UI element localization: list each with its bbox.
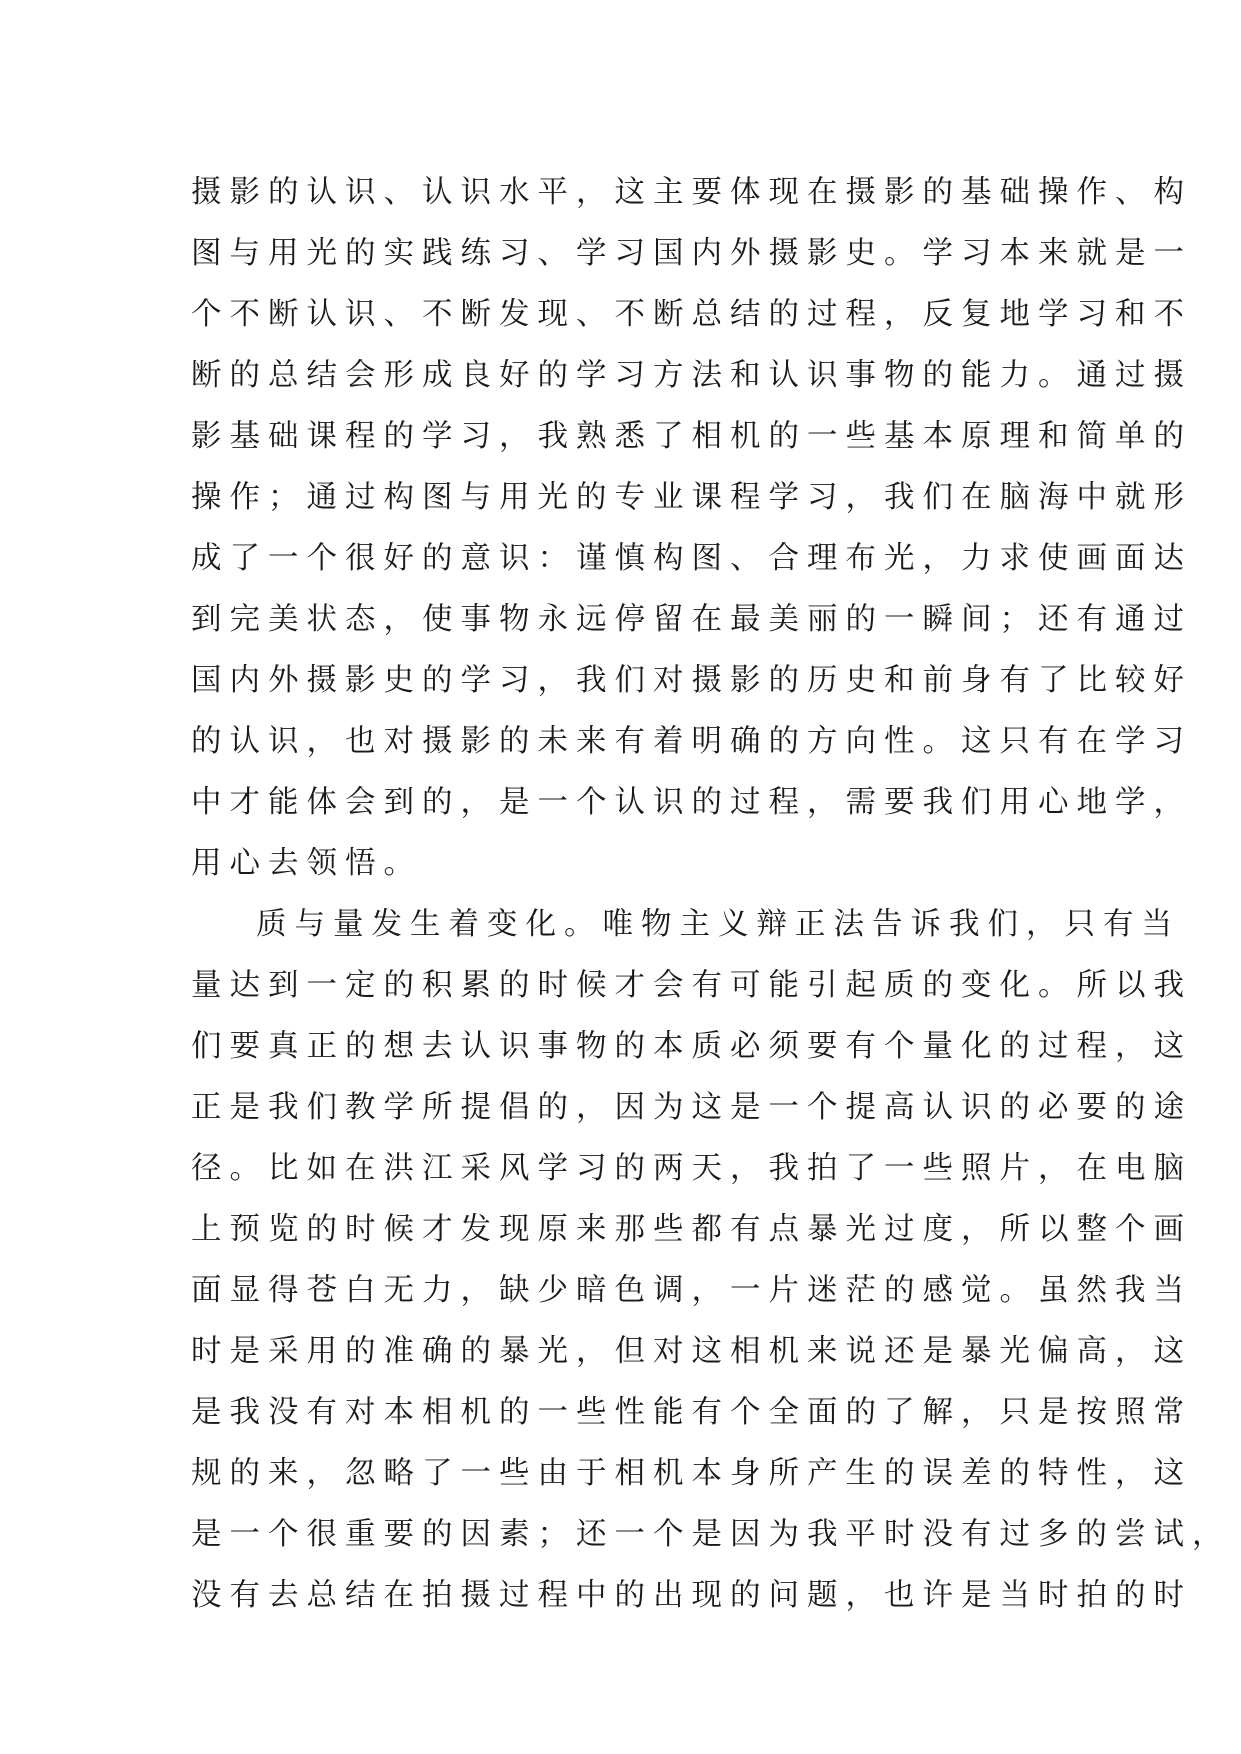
text-line: 操作；通过构图与用光的专业课程学习，我们在脑海中就形: [191, 480, 1192, 515]
text-line: 面显得苍白无力，缺少暗色调，一片迷茫的感觉。虽然我当: [191, 1273, 1192, 1308]
text-line: 上预览的时候才发现原来那些都有点暴光过度，所以整个画: [191, 1212, 1192, 1247]
text-line: 断的总结会形成良好的学习方法和认识事物的能力。通过摄: [191, 358, 1192, 393]
text-line: 中才能体会到的，是一个认识的过程，需要我们用心地学，: [191, 785, 1192, 820]
paragraph-start-line: 质与量发生着变化。唯物主义辩正法告诉我们，只有当: [256, 907, 1180, 942]
text-line: 图与用光的实践练习、学习国内外摄影史。学习本来就是一: [191, 236, 1192, 271]
text-line: 影基础课程的学习，我熟悉了相机的一些基本原理和简单的: [191, 419, 1192, 454]
text-line: 是我没有对本相机的一些性能有个全面的了解，只是按照常: [191, 1395, 1192, 1430]
text-line: 的认识，也对摄影的未来有着明确的方向性。这只有在学习: [191, 724, 1192, 759]
text-line: 是一个很重要的因素；还一个是因为我平时没有过多的尝试，: [191, 1517, 1231, 1552]
text-line: 成了一个很好的意识：谨慎构图、合理布光，力求使画面达: [191, 541, 1192, 576]
text-line: 时是采用的准确的暴光，但对这相机来说还是暴光偏高，这: [191, 1334, 1192, 1369]
text-line: 正是我们教学所提倡的，因为这是一个提高认识的必要的途: [191, 1090, 1192, 1125]
text-line: 到完美状态，使事物永远停留在最美丽的一瞬间；还有通过: [191, 602, 1192, 637]
text-line: 规的来，忽略了一些由于相机本身所产生的误差的特性，这: [191, 1456, 1192, 1491]
text-line: 用心去领悟。: [191, 846, 422, 881]
text-line: 摄影的认识、认识水平，这主要体现在摄影的基础操作、构: [191, 175, 1192, 210]
text-line: 径。比如在洪江采风学习的两天，我拍了一些照片，在电脑: [191, 1151, 1192, 1186]
body-text: [191, 162, 1231, 1626]
text-line: 量达到一定的积累的时候才会有可能引起质的变化。所以我: [191, 968, 1192, 1003]
text-line: 个不断认识、不断发现、不断总结的过程，反复地学习和不: [191, 297, 1192, 332]
text-line: 国内外摄影史的学习，我们对摄影的历史和前身有了比较好: [191, 663, 1192, 698]
text-line: 没有去总结在拍摄过程中的出现的问题，也许是当时拍的时: [191, 1578, 1192, 1613]
text-line: 们要真正的想去认识事物的本质必须要有个量化的过程，这: [191, 1029, 1192, 1064]
